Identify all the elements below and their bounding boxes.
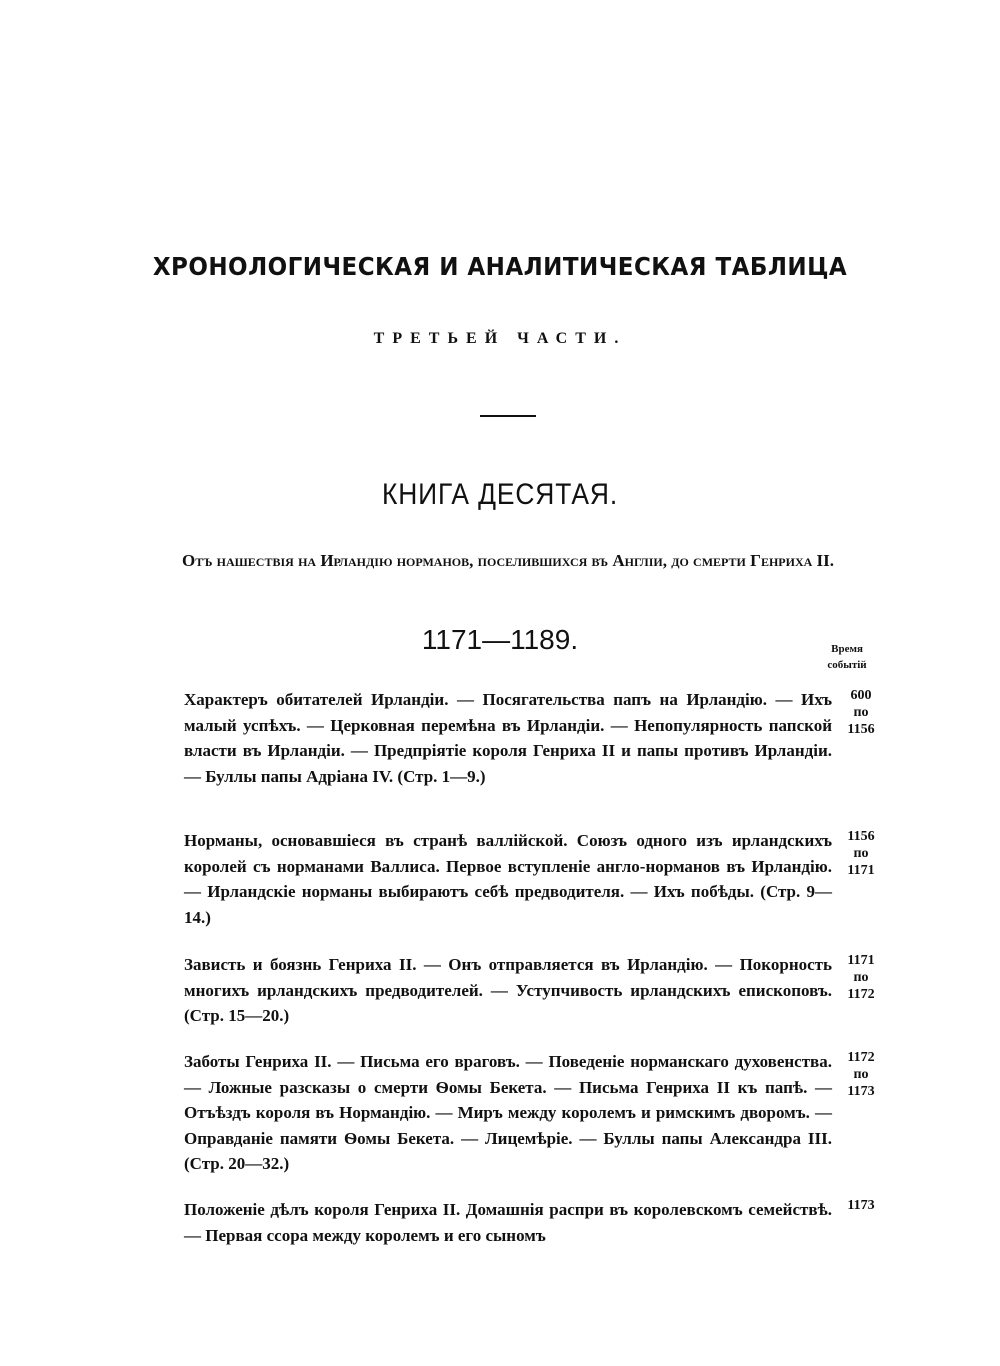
entry-1: [184, 687, 875, 789]
year-sep: по: [853, 970, 869, 985]
entry-years: [840, 828, 882, 879]
year-to: 1156: [847, 722, 875, 737]
year-from: 600: [850, 688, 872, 703]
entry-years: [840, 952, 882, 1003]
entry-3: [184, 952, 875, 1029]
year-sep: по: [853, 846, 869, 861]
page-subtitle: ТРЕТЬЕЙ ЧАСТИ.: [373, 330, 627, 347]
entry-2: [184, 828, 875, 930]
entry-text: Норманы, основавшіеся въ странѣ валлійской. Союзъ одного изъ ирландскихъ королей съ норманами Валлиса. Первое вступленіе англо-норманов въ Ирландію. — Ирландскіе норманы выбираютъ себѣ предводителя. — Ихъ побѣды. (Стр. 9—14.): [184, 831, 832, 927]
year-from: 1173: [847, 1198, 875, 1213]
time-column-header: Время событій: [827, 643, 867, 671]
entry-5: [184, 1197, 875, 1248]
book-subtitle: Отъ нашествія на Ирландію норманов, поселившихся въ Англіи, до смерти Генриха II.: [181, 551, 835, 570]
entry-text: Положеніе дѣлъ короля Генриха II. Домашнія распри въ королевскомъ семействѣ. — Первая ссора между королемъ и его сыномъ: [184, 1200, 832, 1245]
entry-years: [840, 687, 882, 738]
year-to: 1171: [847, 863, 875, 878]
year-sep: по: [853, 1067, 869, 1082]
entry-text: Заботы Генриха II. — Письма его враговъ. — Поведеніе норманскаго духовенства. — Ложные разсказы о смерти Ѳомы Бекета. — Письма Генриха II къ папѣ. — Отъѣздъ короля въ Нормандію. — Миръ между королемъ и римскимъ дворомъ. — Оправданіе памяти Ѳомы Бекета. — Лицемѣріе. — Буллы папы Александра III. (Стр. 20—32.): [184, 1052, 832, 1173]
year-to: 1173: [847, 1084, 875, 1099]
year-to: 1172: [847, 987, 875, 1002]
entry-years: [840, 1049, 882, 1100]
page-title: ХРОНОЛОГИЧЕСКАЯ И АНАЛИТИЧЕСКАЯ ТАБЛИЦА: [152, 252, 848, 281]
year-from: 1171: [847, 953, 875, 968]
book-years: 1171—1189.: [421, 624, 579, 655]
book-title: КНИГА ДЕСЯТАЯ.: [381, 478, 619, 511]
year-sep: по: [853, 705, 869, 720]
year-from: 1172: [847, 1050, 875, 1065]
entry-4: [184, 1049, 875, 1177]
entry-text: Характеръ обитателей Ирландіи. — Посягательства папъ на Ирландію. — Ихъ малый успѣхъ. — Церковная перемѣна въ Ирландіи. — Непопулярность папской власти въ Ирландіи. — Предпріятіе короля Генриха II и папы противъ Ирландіи. — Буллы папы Адріана IV. (Стр. 1—9.): [184, 690, 832, 786]
divider-rule: [480, 415, 536, 417]
entry-years: [840, 1197, 882, 1214]
entry-text: Зависть и боязнь Генриха II. — Онъ отправляется въ Ирландію. — Покорность многихъ ирландскихъ предводителей. — Уступчивость ирландскихъ епископовъ. (Стр. 15—20.): [184, 955, 832, 1025]
year-from: 1156: [847, 829, 875, 844]
